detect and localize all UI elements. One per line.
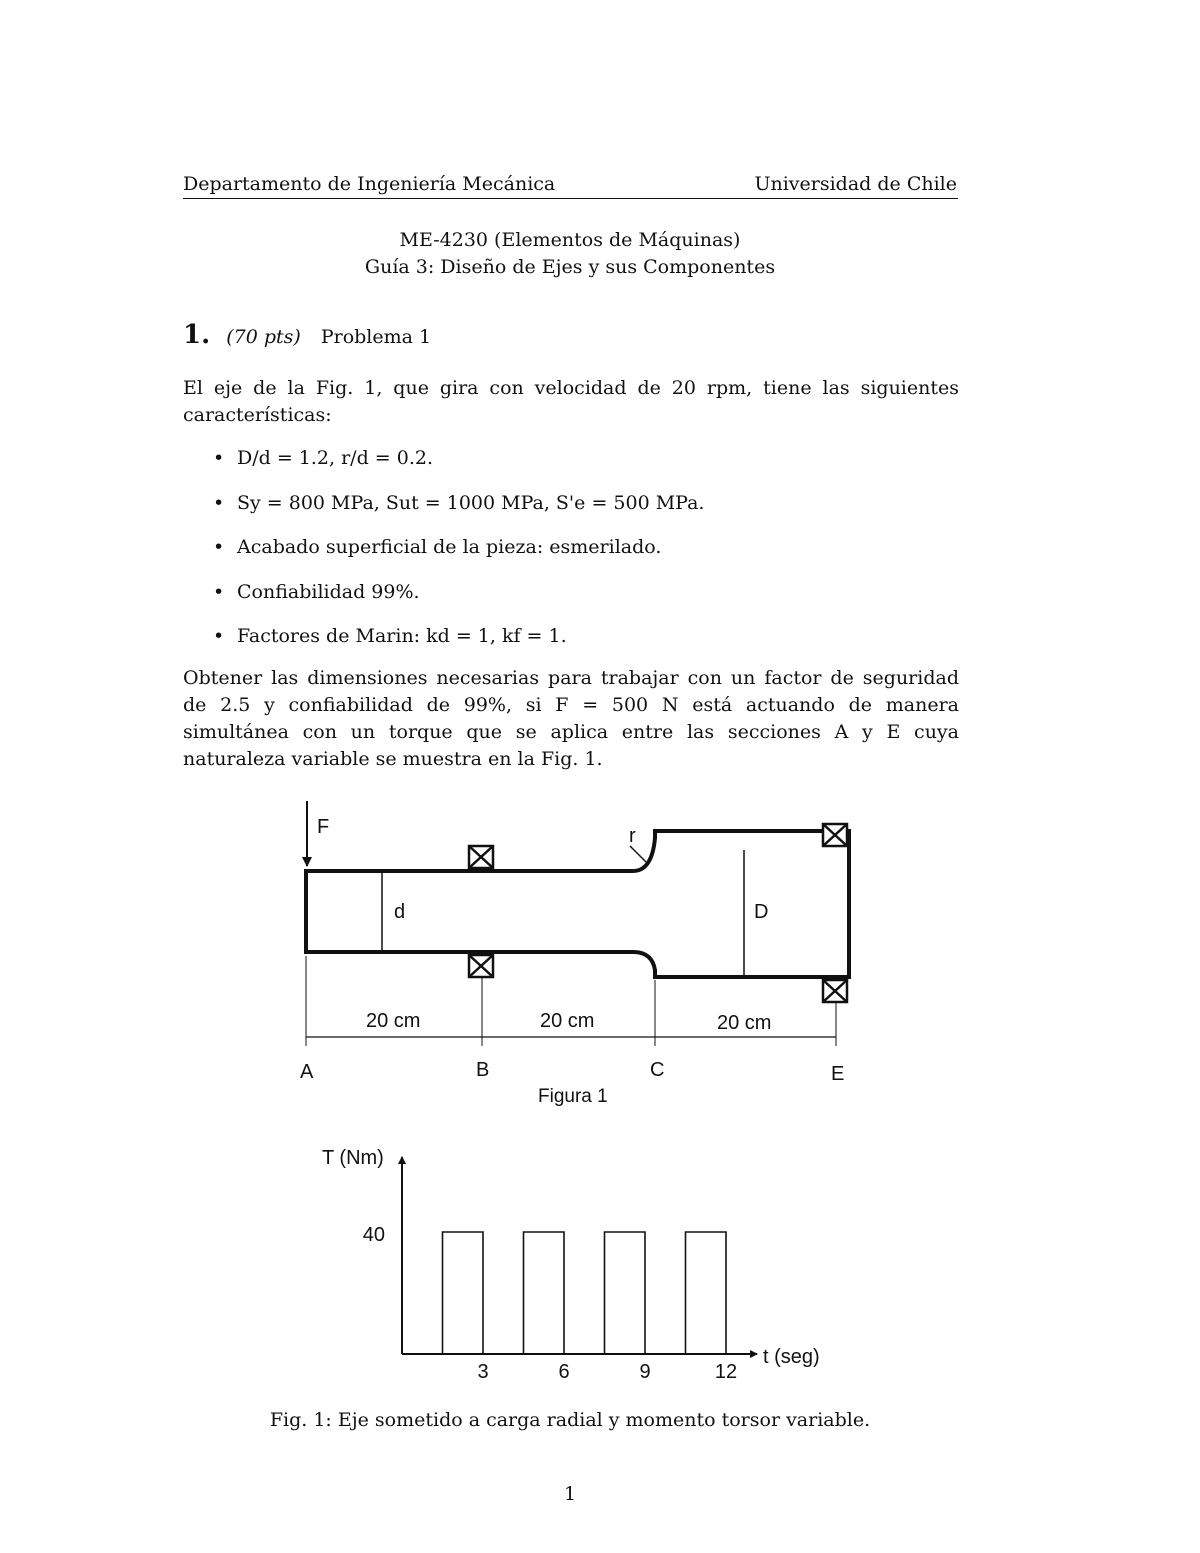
header-department: Departamento de Ingeniería Mecánica (183, 173, 556, 195)
torque-series-line (402, 1232, 726, 1354)
list-item: • D/d = 1.2, r/d = 0.2. (213, 445, 953, 490)
segment-label-bc: 20 cm (540, 1010, 595, 1032)
force-label: F (317, 816, 330, 838)
page-number: 1 (563, 1483, 577, 1505)
section-label-b: B (476, 1059, 490, 1081)
section-label-e: E (831, 1063, 845, 1085)
bearing-icon (469, 955, 493, 977)
problem-title: Problema 1 (320, 326, 432, 348)
header-university: Universidad de Chile (754, 173, 957, 195)
x-axis-label: t (seg) (763, 1346, 820, 1368)
small-diameter-label: d (394, 901, 406, 923)
list-item: • Sy = 800 MPa, Sut = 1000 MPa, S'e = 500 MPa. (213, 490, 953, 535)
x-tick-label: 6 (558, 1361, 570, 1383)
guide-title: Guía 3: Diseño de Ejes y sus Componentes (364, 256, 776, 278)
bearing-icon (469, 846, 493, 868)
x-tick-label: 9 (639, 1361, 651, 1383)
segment-label-ce: 20 cm (717, 1012, 772, 1034)
list-item: • Factores de Marin: kd = 1, kf = 1. (213, 623, 953, 668)
large-diameter-label: D (754, 901, 769, 923)
bearing-icon (823, 980, 847, 1002)
section-label-a: A (300, 1061, 314, 1083)
x-tick-label: 12 (714, 1361, 738, 1383)
task-paragraph: Obtener las dimensiones necesarias para trabajar con un factor de seguridad de 2.5 y confiabilidad de 99%, si F = 500 N está actuando de manera simultánea con un torque que se aplica entre las secciones A y E cuya naturaleza variable se muestra en la Fig. 1. (183, 667, 959, 770)
figure-title: Figura 1 (538, 1086, 608, 1107)
y-tick-label: 40 (362, 1224, 385, 1246)
course-name: ME-4230 (Elementos de Máquinas) (399, 229, 741, 251)
intro-paragraph: El eje de la Fig. 1, que gira con velocidad de 20 rpm, tiene las siguientes características: (183, 377, 959, 426)
list-item: • Confiabilidad 99%. (213, 579, 953, 624)
figure-caption: Fig. 1: Eje sometido a carga radial y momento torsor variable. (269, 1409, 871, 1431)
segment-label-ab: 20 cm (366, 1010, 421, 1032)
bearing-icon (823, 824, 847, 846)
list-item: • Acabado superficial de la pieza: esmerilado. (213, 534, 953, 579)
fillet-leader (630, 846, 646, 862)
problem-points: (70 pts) (226, 326, 301, 348)
problem-number: 1. (183, 320, 211, 350)
y-axis-label: T (Nm) (322, 1147, 384, 1169)
fillet-label: r (629, 825, 636, 847)
section-label-c: C (650, 1059, 665, 1081)
torque-chart (322, 1147, 820, 1383)
x-tick-label: 3 (477, 1361, 489, 1383)
